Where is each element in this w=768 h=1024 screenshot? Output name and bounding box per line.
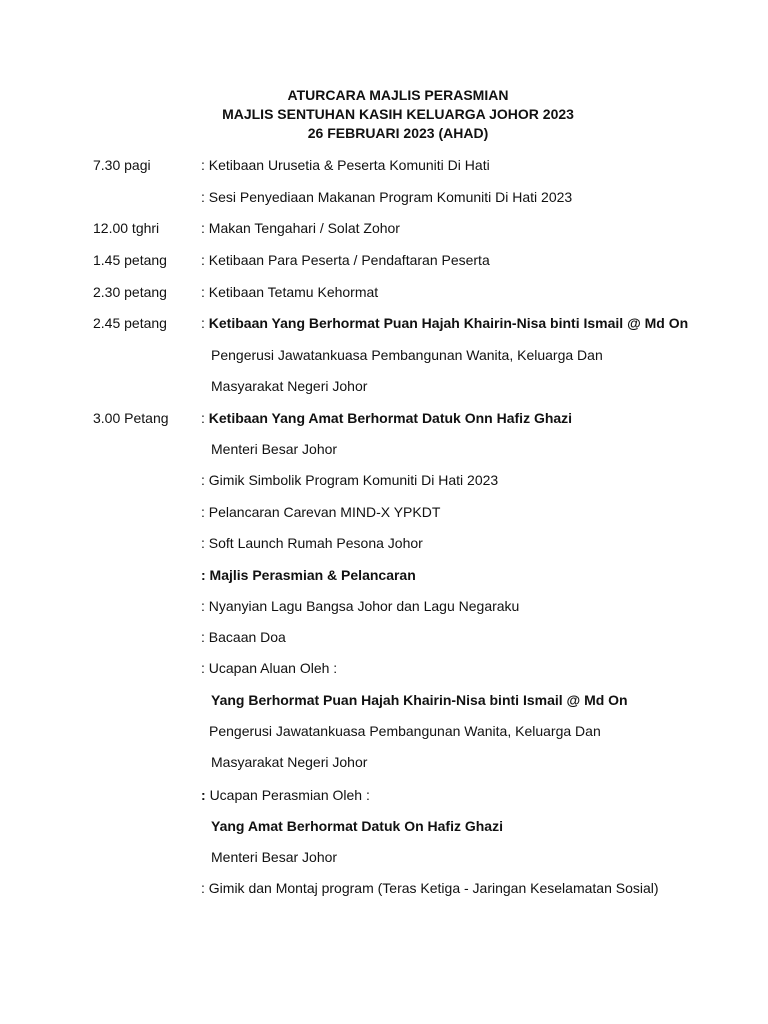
schedule-item: : Makan Tengahari / Solat Zohor — [201, 220, 400, 236]
schedule-item: : Soft Launch Rumah Pesona Johor — [201, 535, 423, 551]
schedule-time: 2.45 petang — [93, 315, 167, 331]
schedule-item — [201, 408, 572, 428]
schedule-item: : Nyanyian Lagu Bangsa Johor dan Lagu Negaraku — [201, 598, 520, 614]
schedule-time: 2.30 petang — [93, 284, 167, 300]
schedule-item: : Ketibaan Para Peserta / Pendaftaran Peserta — [201, 252, 490, 268]
schedule-colon: : — [201, 315, 209, 331]
schedule-time: 12.00 tghri — [93, 220, 160, 236]
schedule-item: : Sesi Penyediaan Makanan Program Komuniti Di Hati 2023 — [201, 189, 573, 205]
document-header — [0, 86, 768, 143]
schedule-item-bold: Yang Berhormat Puan Hajah Khairin-Nisa binti Ismail @ Md On — [211, 692, 628, 708]
schedule-time: 3.00 Petang — [93, 410, 169, 426]
schedule-colon: : — [201, 410, 209, 426]
schedule-item-bold: Ketibaan Yang Berhormat Puan Hajah Khairin-Nisa binti Ismail @ Md On — [208, 315, 689, 331]
schedule-item — [201, 785, 370, 805]
schedule-item — [201, 313, 688, 333]
schedule-item-continuation: Masyarakat Negeri Johor — [211, 754, 368, 770]
schedule-item-bold: Yang Amat Berhormat Datuk On Hafiz Ghazi — [211, 818, 503, 834]
schedule-item-text: Ucapan Perasmian Oleh : — [209, 787, 370, 803]
schedule-item: : Ketibaan Tetamu Kehormat — [201, 284, 379, 300]
schedule-item: : Gimik Simbolik Program Komuniti Di Hati 2023 — [201, 472, 499, 488]
schedule-colon: : — [201, 787, 210, 803]
header-date: 26 FEBRUARI 2023 (AHAD) — [307, 125, 489, 141]
schedule-item-continuation: Pengerusi Jawatankuasa Pembangunan Wanita, Keluarga Dan — [211, 347, 603, 363]
schedule-item: : Pelancaran Carevan MIND-X YPKDT — [201, 504, 441, 520]
schedule-item-continuation: Pengerusi Jawatankuasa Pembangunan Wanita, Keluarga Dan — [209, 723, 601, 739]
schedule-item-continuation: Masyarakat Negeri Johor — [211, 378, 368, 394]
schedule-item: : Ucapan Aluan Oleh : — [201, 660, 338, 676]
schedule-item: : Bacaan Doa — [201, 629, 286, 645]
schedule-time: 1.45 petang — [93, 252, 167, 268]
schedule-item-bold: Ketibaan Yang Amat Berhormat Datuk Onn Hafiz Ghazi — [208, 410, 573, 426]
schedule-item: : Ketibaan Urusetia & Peserta Komuniti Di Hati — [201, 157, 490, 173]
schedule-item: : Gimik dan Montaj program (Teras Ketiga - Jaringan Keselamatan Sosial) — [201, 880, 659, 896]
schedule-item-continuation: Menteri Besar Johor — [211, 441, 338, 457]
schedule-item-bold: : Majlis Perasmian & Pelancaran — [201, 567, 416, 583]
header-title: ATURCARA MAJLIS PERASMIAN — [287, 87, 509, 103]
header-subtitle: MAJLIS SENTUHAN KASIH KELUARGA JOHOR 2023 — [222, 106, 574, 122]
schedule-item-continuation: Menteri Besar Johor — [211, 849, 338, 865]
schedule-time: 7.30 pagi — [93, 157, 151, 173]
